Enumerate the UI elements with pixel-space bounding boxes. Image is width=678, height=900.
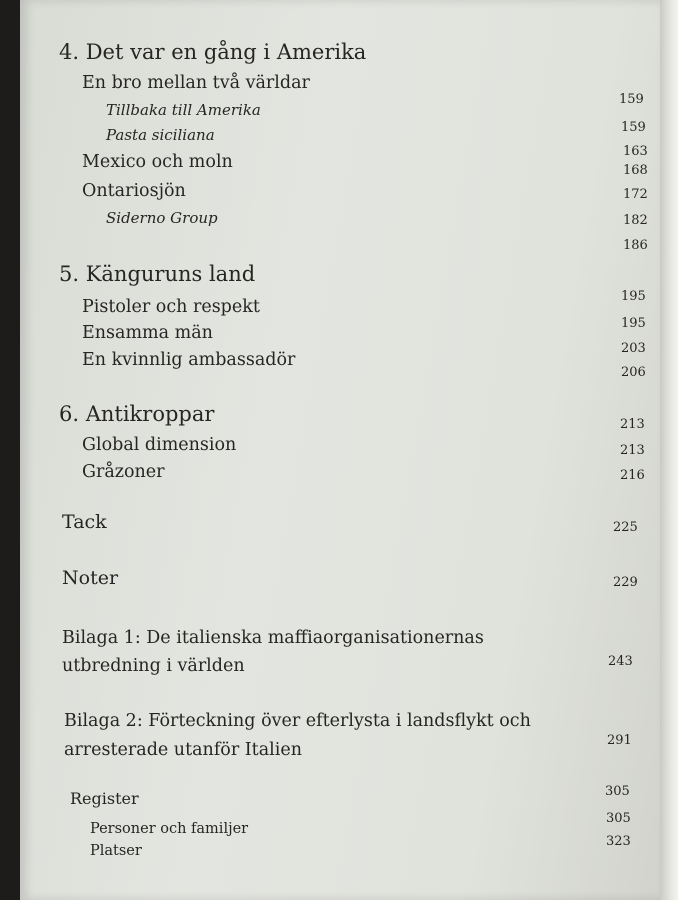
tack-title: Tack	[62, 511, 107, 533]
book-page	[20, 0, 660, 900]
page-number: 168	[623, 163, 648, 178]
page-number: 186	[623, 238, 648, 253]
register-title: Register	[70, 789, 139, 808]
bilaga-1-title-line1: Bilaga 1: De italienska maffiaorganisationernas	[62, 628, 484, 648]
page-edge	[660, 0, 678, 900]
section-title: Ensamma män	[82, 323, 213, 343]
page-number: 216	[620, 468, 645, 483]
page-number: 159	[619, 92, 644, 107]
page-number: 243	[608, 654, 633, 669]
section-title: Ontariosjön	[82, 181, 186, 201]
bilaga-2-title-line2: arresterade utanför Italien	[64, 740, 302, 760]
section-title: En kvinnlig ambassadör	[82, 350, 296, 370]
section-title: Mexico och moln	[82, 152, 233, 172]
page-number: 229	[613, 575, 638, 590]
chapter-4-title: 4. Det var en gång i Amerika	[59, 40, 367, 64]
page-number: 163	[623, 144, 648, 159]
page-number: 213	[620, 417, 645, 432]
chapter-6-title: 6. Antikroppar	[59, 402, 215, 426]
subsection-title: Siderno Group	[106, 209, 218, 227]
page-number: 195	[621, 289, 646, 304]
page-number: 172	[623, 187, 648, 202]
page-number: 305	[606, 811, 631, 826]
bilaga-1-title-line2: utbredning i världen	[62, 656, 245, 676]
page-number: 203	[621, 341, 646, 356]
noter-title: Noter	[62, 567, 119, 589]
subsection-title: Pasta siciliana	[106, 126, 215, 144]
page-number: 225	[613, 520, 638, 535]
page-number: 323	[606, 834, 631, 849]
section-title: Pistoler och respekt	[82, 297, 260, 317]
subsection-title: Tillbaka till Amerika	[106, 101, 261, 119]
page-number: 206	[621, 365, 646, 380]
register-subtitle: Platser	[90, 843, 142, 859]
bilaga-2-title-line1: Bilaga 2: Förteckning över efterlysta i landsflykt och	[64, 711, 531, 731]
register-subtitle: Personer och familjer	[90, 821, 249, 837]
section-title: Global dimension	[82, 435, 237, 455]
page-number: 159	[621, 120, 646, 135]
section-title: En bro mellan två världar	[82, 73, 310, 93]
page-number: 195	[621, 316, 646, 331]
section-title: Gråzoner	[82, 462, 165, 482]
page-number: 305	[605, 784, 630, 799]
page-number: 213	[620, 443, 645, 458]
page-number: 182	[623, 213, 648, 228]
page-number: 291	[607, 733, 632, 748]
chapter-5-title: 5. Känguruns land	[59, 262, 256, 286]
